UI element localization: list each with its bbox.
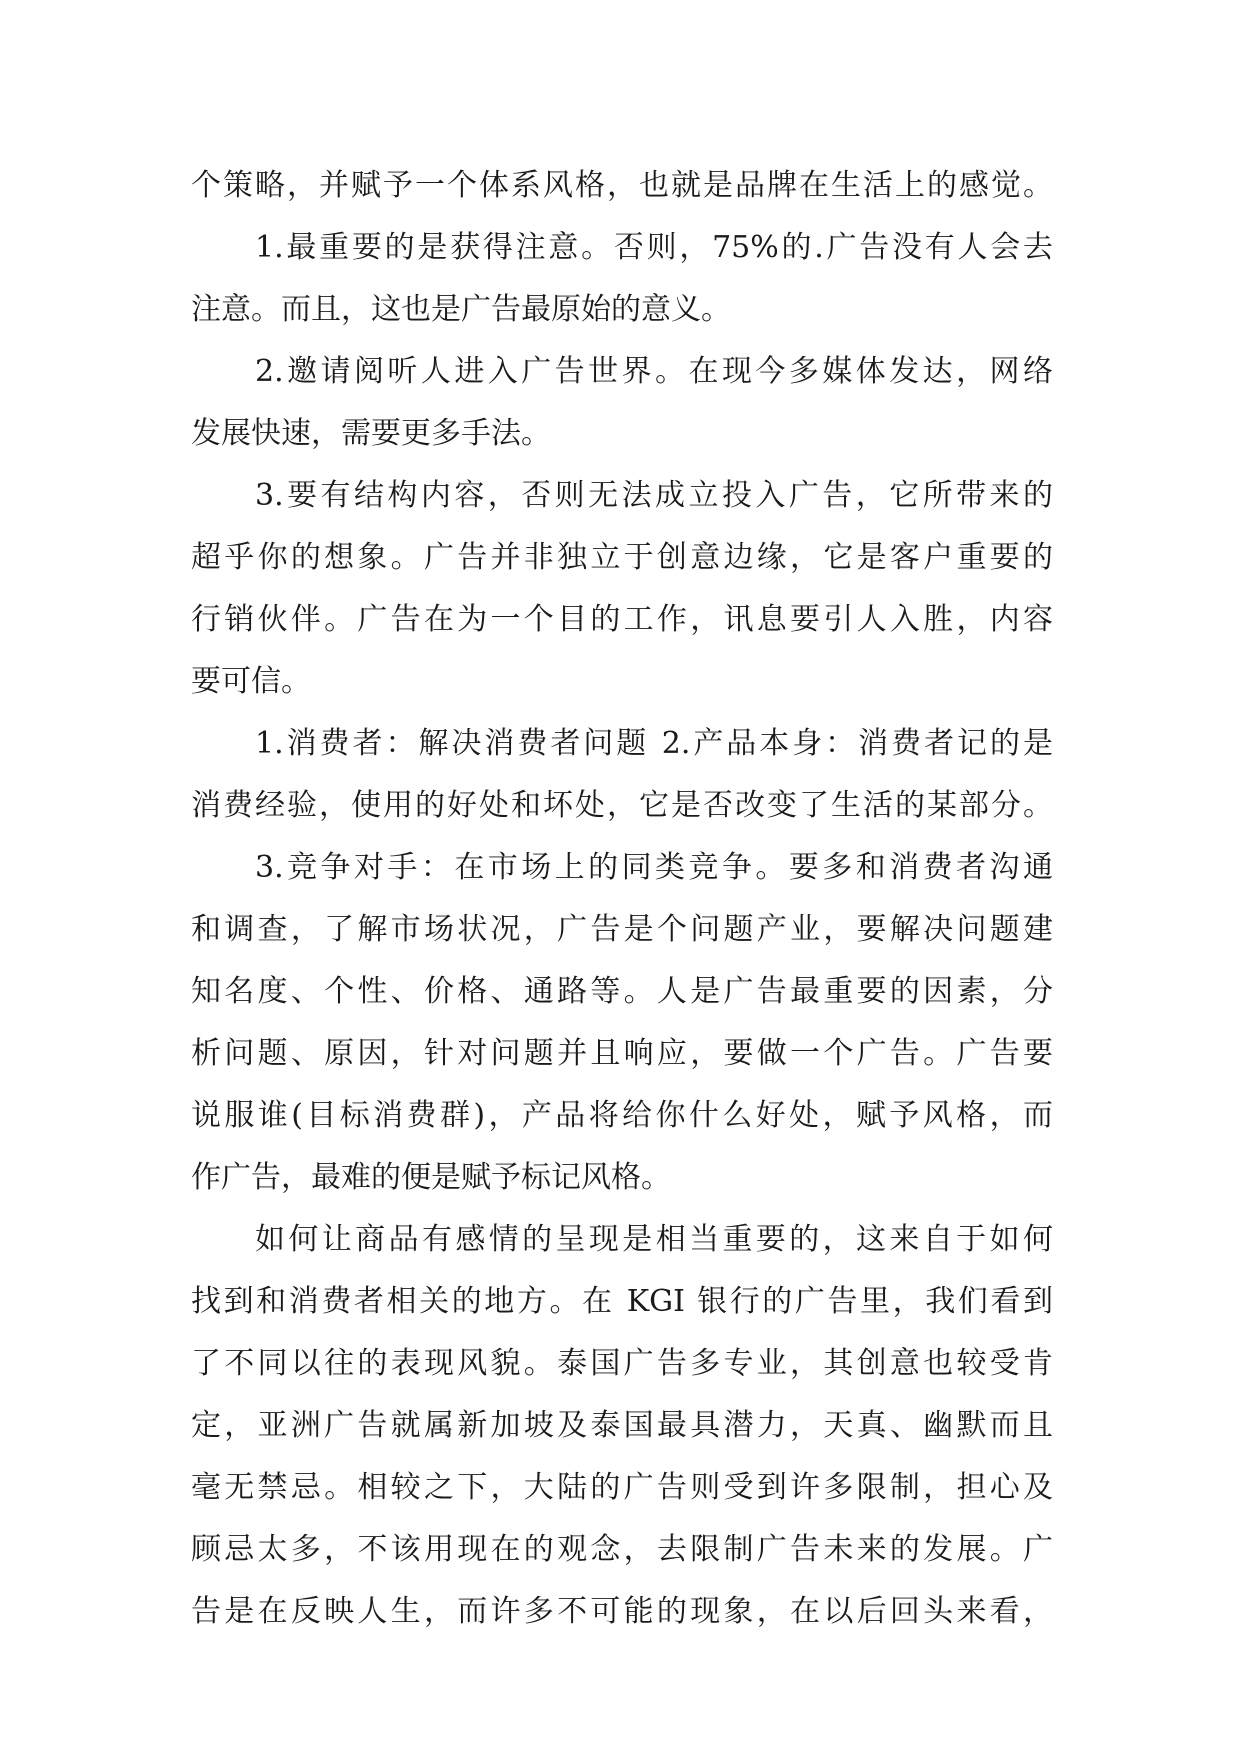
text-line: 3.要有结构内容，否则无法成立投入广告，它所带来的: [255, 478, 1053, 513]
text-line: 超乎你的想象。广告并非独立于创意边缘，它是客户重要的: [191, 540, 1053, 575]
text-line: 毫无禁忌。相较之下，大陆的广告则受到许多限制，担心及: [191, 1470, 1053, 1505]
text-line: 发展快速，需要更多手法。: [191, 416, 551, 451]
text-line: 和调查，了解市场状况，广告是个问题产业，要解决问题建: [191, 912, 1053, 947]
text-line: 行销伙伴。广告在为一个目的工作，讯息要引人入胜，内容: [191, 602, 1053, 637]
text-line: 要可信。: [191, 664, 311, 699]
text-line: 注意。而且，这也是广告最原始的意义。: [191, 292, 731, 327]
text-line: 了不同以往的表现风貌。泰国广告多专业，其创意也较受肯: [191, 1346, 1053, 1381]
text-line: 找到和消费者相关的地方。在 KGI 银行的广告里，我们看到: [191, 1284, 1053, 1319]
text-line: 知名度、个性、价格、通路等。人是广告最重要的因素，分: [191, 974, 1053, 1009]
text-line: 消费经验，使用的好处和坏处，它是否改变了生活的某部分。: [191, 788, 1053, 823]
text-line: 3.竞争对手：在市场上的同类竞争。要多和消费者沟通: [255, 850, 1053, 885]
text-line: 顾忌太多，不该用现在的观念，去限制广告未来的发展。广: [191, 1532, 1053, 1567]
text-line: 定，亚洲广告就属新加坡及泰国最具潜力，天真、幽默而且: [191, 1408, 1053, 1443]
text-line: 1.消费者：解决消费者问题 2.产品本身：消费者记的是: [255, 726, 1053, 761]
text-line: 作广告，最难的便是赋予标记风格。: [191, 1160, 671, 1195]
text-line: 析问题、原因，针对问题并且响应，要做一个广告。广告要: [191, 1036, 1053, 1071]
text-line: 告是在反映人生，而许多不可能的现象，在以后回头来看，: [191, 1594, 1053, 1629]
document-body: [191, 155, 1053, 1643]
text-line: 如何让商品有感情的呈现是相当重要的，这来自于如何: [255, 1222, 1053, 1257]
text-line: 2.邀请阅听人进入广告世界。在现今多媒体发达，网络: [255, 354, 1053, 389]
text-line: 1.最重要的是获得注意。否则，75%的.广告没有人会去: [255, 230, 1053, 265]
text-line: 说服谁(目标消费群)，产品将给你什么好处，赋予风格，而: [191, 1098, 1053, 1133]
text-line: 个策略，并赋予一个体系风格，也就是品牌在生活上的感觉。: [191, 168, 1053, 203]
